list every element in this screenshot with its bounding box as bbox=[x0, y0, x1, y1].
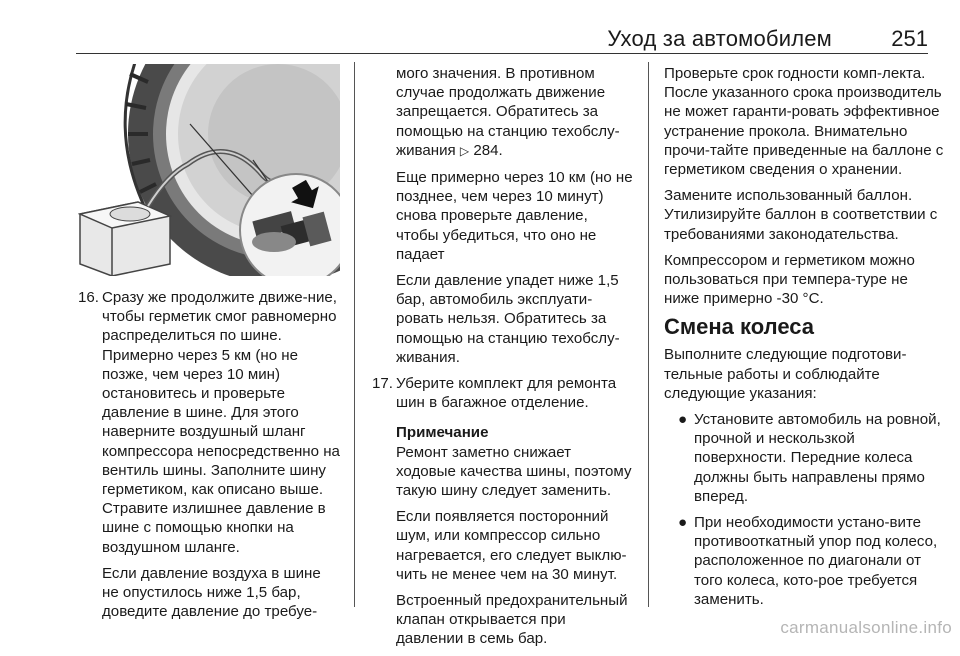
compressor-hose-valve-illustration bbox=[78, 64, 340, 276]
section-intro: Выполните следующие подготови-тельные работы и соблюдайте следующие указания: bbox=[664, 346, 907, 402]
tire-repair-illustration bbox=[78, 64, 340, 276]
step-17-text: Уберите комплект для ремонта шин в багажное отделение. bbox=[396, 375, 617, 412]
bullet-item bbox=[664, 410, 944, 506]
bullet-icon: ● bbox=[678, 514, 688, 532]
step-16-continuation: Если давление воздуха в шине не опустилось ниже 1,5 бар, доведите давление до требуе- bbox=[102, 564, 321, 621]
note-paragraph: Если появляется посторонний шум, или компрессор сильно нагревается, его следует выклю-чить не менее чем на 30 минут. bbox=[396, 508, 627, 583]
section-title: Смена колеса bbox=[664, 314, 815, 340]
step-number: 16. bbox=[78, 289, 99, 306]
continuation-paragraph bbox=[396, 64, 634, 161]
step-number: 17. bbox=[372, 375, 393, 393]
recheck-paragraph: Еще примерно через 10 км (но не позднее, чем через 10 минут) снова проверьте давление, чтобы убедиться, что оно не падает bbox=[396, 169, 633, 263]
note-block bbox=[372, 423, 634, 648]
temperature-paragraph: Компрессором и герметиком можно пользоваться при темпера-туре не ниже примерно -30 °C. bbox=[664, 251, 915, 308]
header-divider bbox=[76, 53, 928, 54]
watermark: carmanualsonline.info bbox=[780, 618, 952, 637]
step-16-text: Сразу же продолжите движе-ние, чтобы герметик смог равномерно распределиться по шине. Примерно через 5 км (но не позже, чем через 10 мин) остановитесь и проверьте давление в шине. Для этого наверните воздушный шланг компрессора непосредственно на вентиль шины. Заполните шину герметиком, как описано выше. Стравите излишнее давление в шине с помощью кнопки на воздушном шланге. bbox=[102, 289, 340, 556]
right-column bbox=[664, 64, 944, 616]
arrow-right-outline-icon: ▷ bbox=[459, 143, 470, 158]
note-paragraph: Встроенный предохранительный клапан открывается при давлении в семь бар. bbox=[396, 592, 628, 648]
note-paragraph: Ремонт заметно снижает ходовые качества шины, поэтому такую шину следует заменить. bbox=[396, 443, 632, 500]
bullet-text: Установите автомобиль на ровной, прочной и нескользкой поверхности. Передние колеса должны быть направлены прямо вперед. bbox=[694, 411, 941, 505]
column-divider-2 bbox=[648, 62, 649, 607]
page-header-title: Уход за автомобилем bbox=[607, 26, 832, 51]
step-16 bbox=[78, 288, 340, 628]
bullet-item bbox=[664, 513, 944, 609]
left-column bbox=[78, 288, 340, 628]
page-number: 251 bbox=[891, 26, 928, 51]
column-divider-1 bbox=[354, 62, 355, 607]
page-reference: 284. bbox=[473, 141, 503, 159]
note-title: Примечание bbox=[396, 424, 489, 442]
bullet-text: При необходимости устано-вите противооткатный упор под колесо, расположенное по диагонали от того колеса, кото-рое требуется заменить. bbox=[694, 514, 938, 608]
step-17 bbox=[372, 374, 634, 419]
pressure-warning-paragraph: Если давление упадет ниже 1,5 бар, автомобиль эксплуати-ровать нельзя. Обратитесь за помощью на станцию техобслу-живания. bbox=[396, 272, 620, 366]
middle-column bbox=[372, 64, 634, 656]
bullet-icon: ● bbox=[678, 411, 688, 429]
continuation-text: мого значения. В противном случае продолжать движение запрещается. Обратитесь за помощью на станцию техобслу-живания bbox=[396, 65, 620, 159]
expiry-paragraph: Проверьте срок годности комп-лекта. После указанного срока производитель не может гаранти-ровать эффективное устранение прокола. Внимательно прочи-тайте приведенные на баллоне с герметиком сведения о хранении. bbox=[664, 65, 944, 179]
replace-cartridge-paragraph: Замените использованный баллон. Утилизируйте баллон в соответствии с требованиями законодательства. bbox=[664, 187, 938, 243]
